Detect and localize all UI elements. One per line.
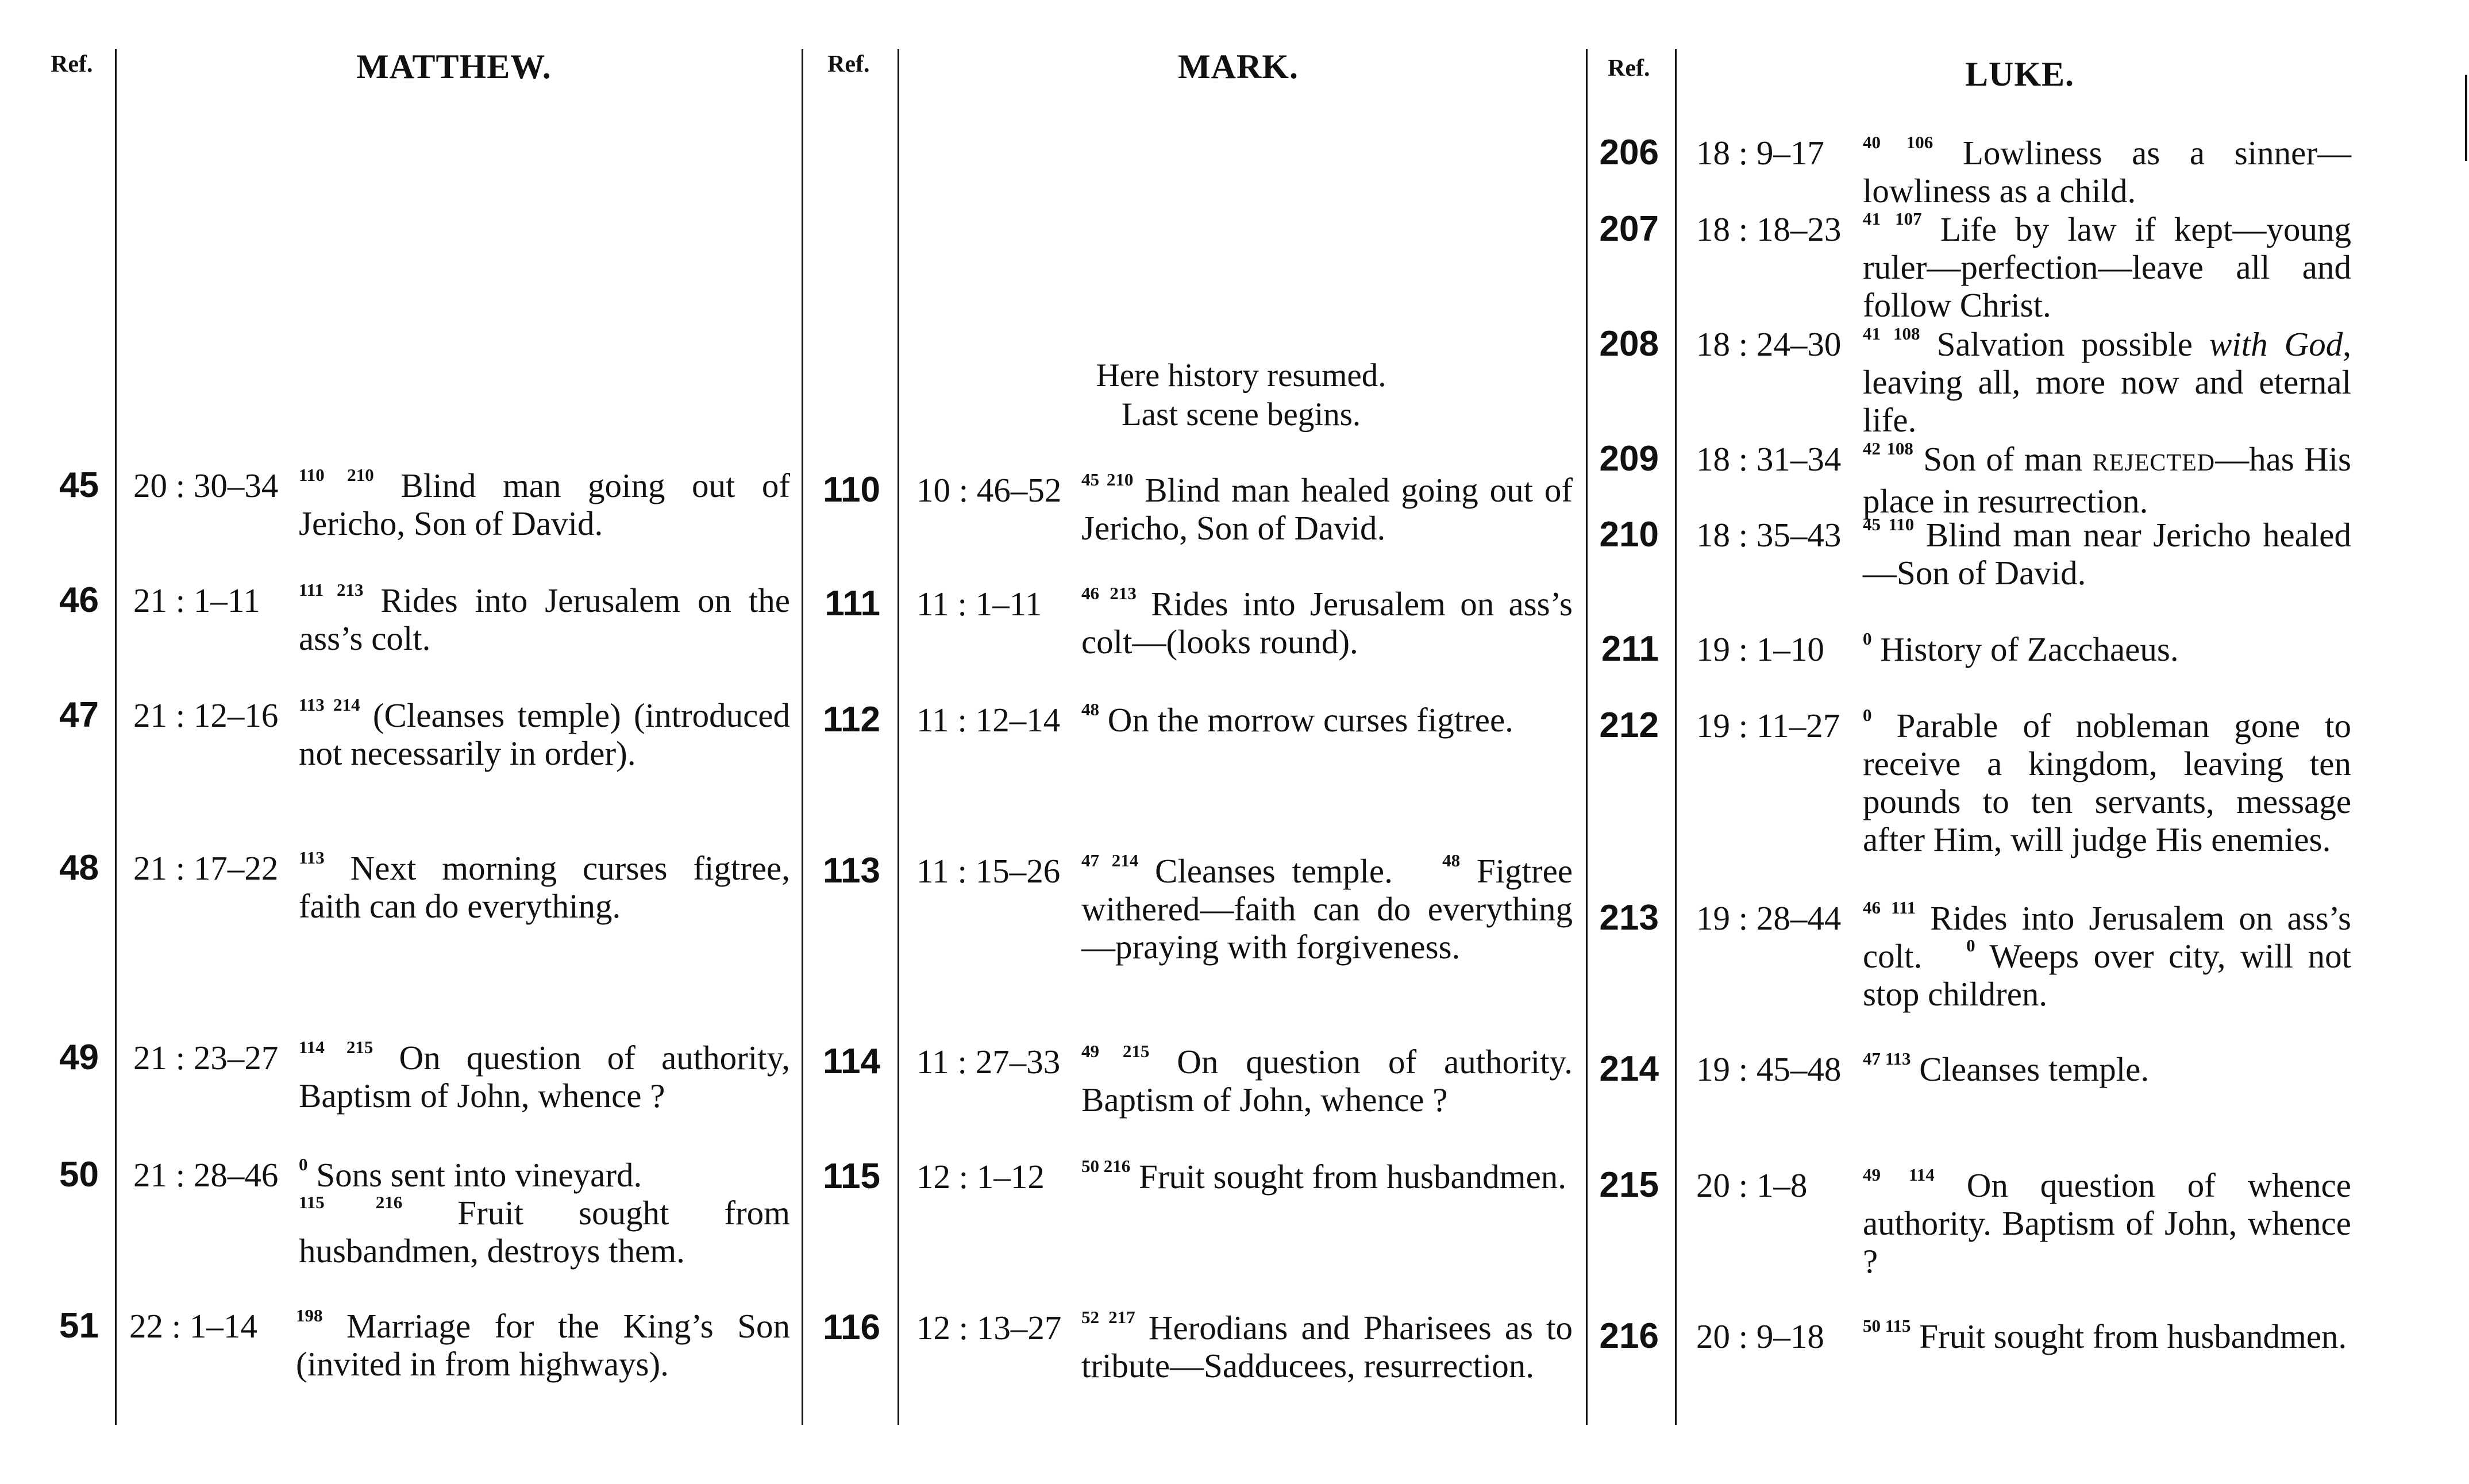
luke-ref: 212 [1599,706,1659,745]
luke-desc [1863,707,2351,858]
luke-desc [1863,325,2351,439]
matthew-ref: 45 [59,465,99,505]
cross-ref: 49 215 [1081,1041,1150,1062]
entry-text: Sons sent into vineyard. [316,1156,642,1194]
entry-text: Blind man near Jericho healed—Son of David. [1863,516,2351,592]
mark-desc [1081,1043,1573,1119]
edge-mark [2465,75,2467,161]
cross-ref: 45 210 [1081,469,1134,490]
cross-ref: 0 [299,1154,308,1175]
mark-history-note [1051,356,1431,434]
mark-desc [1081,585,1573,661]
luke-chapter: 18 : 9–17 [1696,134,1824,172]
cross-ref: 110 210 [299,465,374,485]
mark-chapter: 11 : 12–14 [916,701,1061,739]
entry-text: (Cleanses temple) (introduced not necessarily in order). [299,696,791,772]
mark-desc [1081,852,1573,966]
matthew-ref: 46 [59,580,99,620]
entry-text: Lowliness as a sinner—lowliness as a child. [1863,134,2351,210]
cross-ref: 0 [1863,629,1872,649]
luke-chapter: 19 : 45–48 [1696,1050,1842,1088]
matthew-chapter: 21 : 23–27 [133,1039,279,1077]
matthew-chapter: 21 : 1–11 [133,581,260,619]
matthew-ref-header: Ref. [51,51,93,78]
cross-ref: 41 108 [1863,323,1920,344]
cross-ref: 111 213 [299,580,364,600]
luke-ref: 210 [1599,515,1659,554]
entry-text: Fruit sought from husbandmen, destroys them. [299,1194,791,1270]
entry-text: Rides into Jerusalem on ass’s colt. [1863,899,2351,975]
rule-matthew-right [802,49,803,1425]
rule-mark-ref [898,49,899,1425]
entry-text: Life by law if kept—young ruler—perfection—leave all and follow Christ. [1863,210,2351,324]
entry-text: History of Zacchaeus. [1880,630,2179,668]
entry-text: Cleanses temple. [1155,852,1393,890]
matthew-desc [299,696,790,772]
cross-ref: 41 107 [1863,209,1922,229]
luke-desc [1863,630,2351,668]
entry-text: Rides into Jerusalem on ass’s colt—(looks round). [1081,585,1573,661]
mark-ref: 114 [822,1042,880,1081]
luke-desc [1863,516,2351,592]
matthew-chapter: 21 : 12–16 [133,696,279,734]
luke-chapter: 20 : 1–8 [1696,1166,1808,1204]
cross-ref: 52 217 [1081,1307,1135,1328]
entry-italic: with God [2209,325,2343,363]
mark-chapter: 12 : 13–27 [916,1309,1062,1347]
matthew-chapter: 21 : 28–46 [133,1156,279,1194]
luke-desc [1863,899,2351,1013]
luke-chapter: 20 : 9–18 [1696,1317,1824,1355]
entry-text: On the morrow curses figtree. [1107,701,1513,739]
entry-text: Fruit sought from husbandmen. [1139,1158,1567,1196]
mark-ref: 111 [825,584,880,623]
matthew-desc [296,1307,790,1383]
cross-ref: 50 115 [1863,1316,1911,1336]
cross-ref: 50 216 [1081,1156,1131,1177]
mark-ref: 112 [822,700,880,739]
cross-ref: 113 214 [299,695,360,715]
mark-ref: 113 [822,851,880,891]
entry-text: On question of authority. Baptism of John, whence ? [1081,1043,1573,1119]
luke-ref: 214 [1599,1049,1659,1089]
entry-text: Son of man [1923,440,2083,478]
rule-luke-ref [1675,49,1677,1425]
mark-ref: 115 [822,1157,880,1196]
matthew-ref: 51 [59,1306,99,1346]
mark-note-line2: Last scene begins. [1121,396,1361,433]
luke-ref: 215 [1599,1165,1659,1205]
entry-text: Marriage for the King’s Son (invited in from highways). [296,1307,791,1383]
mark-chapter: 10 : 46–52 [916,471,1062,509]
luke-desc [1863,210,2351,324]
entry-text: Figtree withered—faith can do everything—praying with forgiveness. [1081,852,1573,966]
luke-ref: 213 [1599,898,1659,938]
entry-text-after: —has His place in resurrection. [1863,440,2352,520]
mark-note-line1: Here history resumed. [1096,357,1386,394]
matthew-desc [299,849,790,925]
mark-ref: 116 [822,1308,880,1347]
cross-ref: 48 [1081,699,1099,720]
mark-desc [1081,701,1573,739]
cross-ref: 45 110 [1863,514,1915,535]
luke-ref: 207 [1599,209,1659,249]
entry-smallcaps: REJECTED [2092,450,2216,476]
mark-chapter: 12 : 1–12 [916,1158,1045,1196]
mark-ref: 110 [822,470,880,510]
cross-ref: 47 214 [1081,850,1139,871]
luke-ref-header: Ref. [1608,55,1650,82]
entry-text: On question of whence authority. Baptism of John, whence ? [1863,1166,2351,1280]
mark-ref-header: Ref. [827,51,870,78]
luke-chapter: 19 : 11–27 [1696,707,1840,745]
matthew-desc [299,467,790,542]
matthew-chapter: 21 : 17–22 [133,849,279,887]
matthew-desc [299,1039,790,1115]
entry-text: Parable of nobleman gone to receive a kingdom, leaving ten pounds to ten servants, message after Him, will judge His enemies. [1863,707,2351,858]
entry-text: Weeps over city, will not stop children. [1863,937,2351,1013]
mark-chapter: 11 : 1–11 [916,585,1042,623]
luke-chapter: 19 : 28–44 [1696,899,1842,937]
cross-ref: 49 114 [1863,1165,1935,1185]
luke-ref: 206 [1599,133,1659,172]
entry-text: Rides into Jerusalem on the ass’s colt. [299,581,790,657]
luke-chapter: 18 : 24–30 [1696,325,1842,363]
matthew-chapter: 22 : 1–14 [129,1307,257,1345]
entry-text-after: , leaving all, more now and eternal life. [1863,325,2351,439]
luke-chapter: 18 : 31–34 [1696,440,1842,478]
cross-ref: 40 106 [1863,132,1933,153]
cross-ref: 113 [299,847,325,868]
luke-chapter: 18 : 18–23 [1696,210,1842,248]
mark-desc [1081,1158,1573,1196]
matthew-chapter: 20 : 30–34 [133,467,279,504]
luke-header: LUKE. [1965,55,2075,93]
cross-ref: 0 [1966,935,1975,956]
rule-matthew-ref [115,49,117,1425]
mark-chapter: 11 : 27–33 [916,1043,1061,1081]
luke-ref: 209 [1599,439,1659,479]
entry-text: On question of authority, Baptism of John, whence ? [299,1039,790,1115]
matthew-ref: 48 [59,848,99,888]
luke-desc [1863,1166,2351,1280]
cross-ref: 114 215 [299,1037,373,1058]
matthew-header: MATTHEW. [356,48,552,86]
cross-ref: 46 111 [1863,897,1916,918]
entry-text: Salvation possible [1936,325,2193,363]
luke-chapter: 18 : 35–43 [1696,516,1842,554]
cross-ref: 48 [1442,850,1461,871]
rule-mark-right [1586,49,1588,1425]
entry-text: Blind man healed going out of Jericho, Son of David. [1081,471,1573,547]
matthew-desc [299,581,790,657]
mark-desc [1081,1309,1573,1385]
matthew-ref: 47 [59,695,99,735]
cross-ref: 42 108 [1863,438,1913,459]
matthew-desc [299,1156,790,1270]
cross-ref: 47 113 [1863,1049,1911,1069]
cross-ref: 198 [296,1305,323,1326]
entry-text: Blind man going out of Jericho, Son of David. [299,467,791,542]
luke-ref: 216 [1599,1316,1659,1356]
entry-text: Fruit sought from husbandmen. [1919,1317,2347,1355]
luke-desc [1863,1050,2351,1088]
cross-ref: 115 216 [299,1192,403,1213]
luke-desc [1863,134,2351,210]
cross-ref: 46 213 [1081,583,1137,604]
matthew-ref: 49 [59,1038,99,1077]
cross-ref: 0 [1863,705,1872,726]
entry-text: Herodians and Pharisees as to tribute—Sadducees, resurrection. [1081,1309,1573,1385]
mark-chapter: 11 : 15–26 [916,852,1061,890]
luke-chapter: 19 : 1–10 [1696,630,1824,668]
luke-ref: 211 [1601,629,1659,669]
matthew-ref: 50 [59,1155,99,1194]
mark-header: MARK. [1178,48,1299,86]
luke-ref: 208 [1599,324,1659,364]
luke-desc [1863,440,2351,520]
entry-text: Cleanses temple. [1919,1050,2150,1088]
mark-desc [1081,471,1573,547]
luke-desc [1863,1317,2351,1355]
entry-text: Next morning curses figtree, faith can do everything. [299,849,790,925]
